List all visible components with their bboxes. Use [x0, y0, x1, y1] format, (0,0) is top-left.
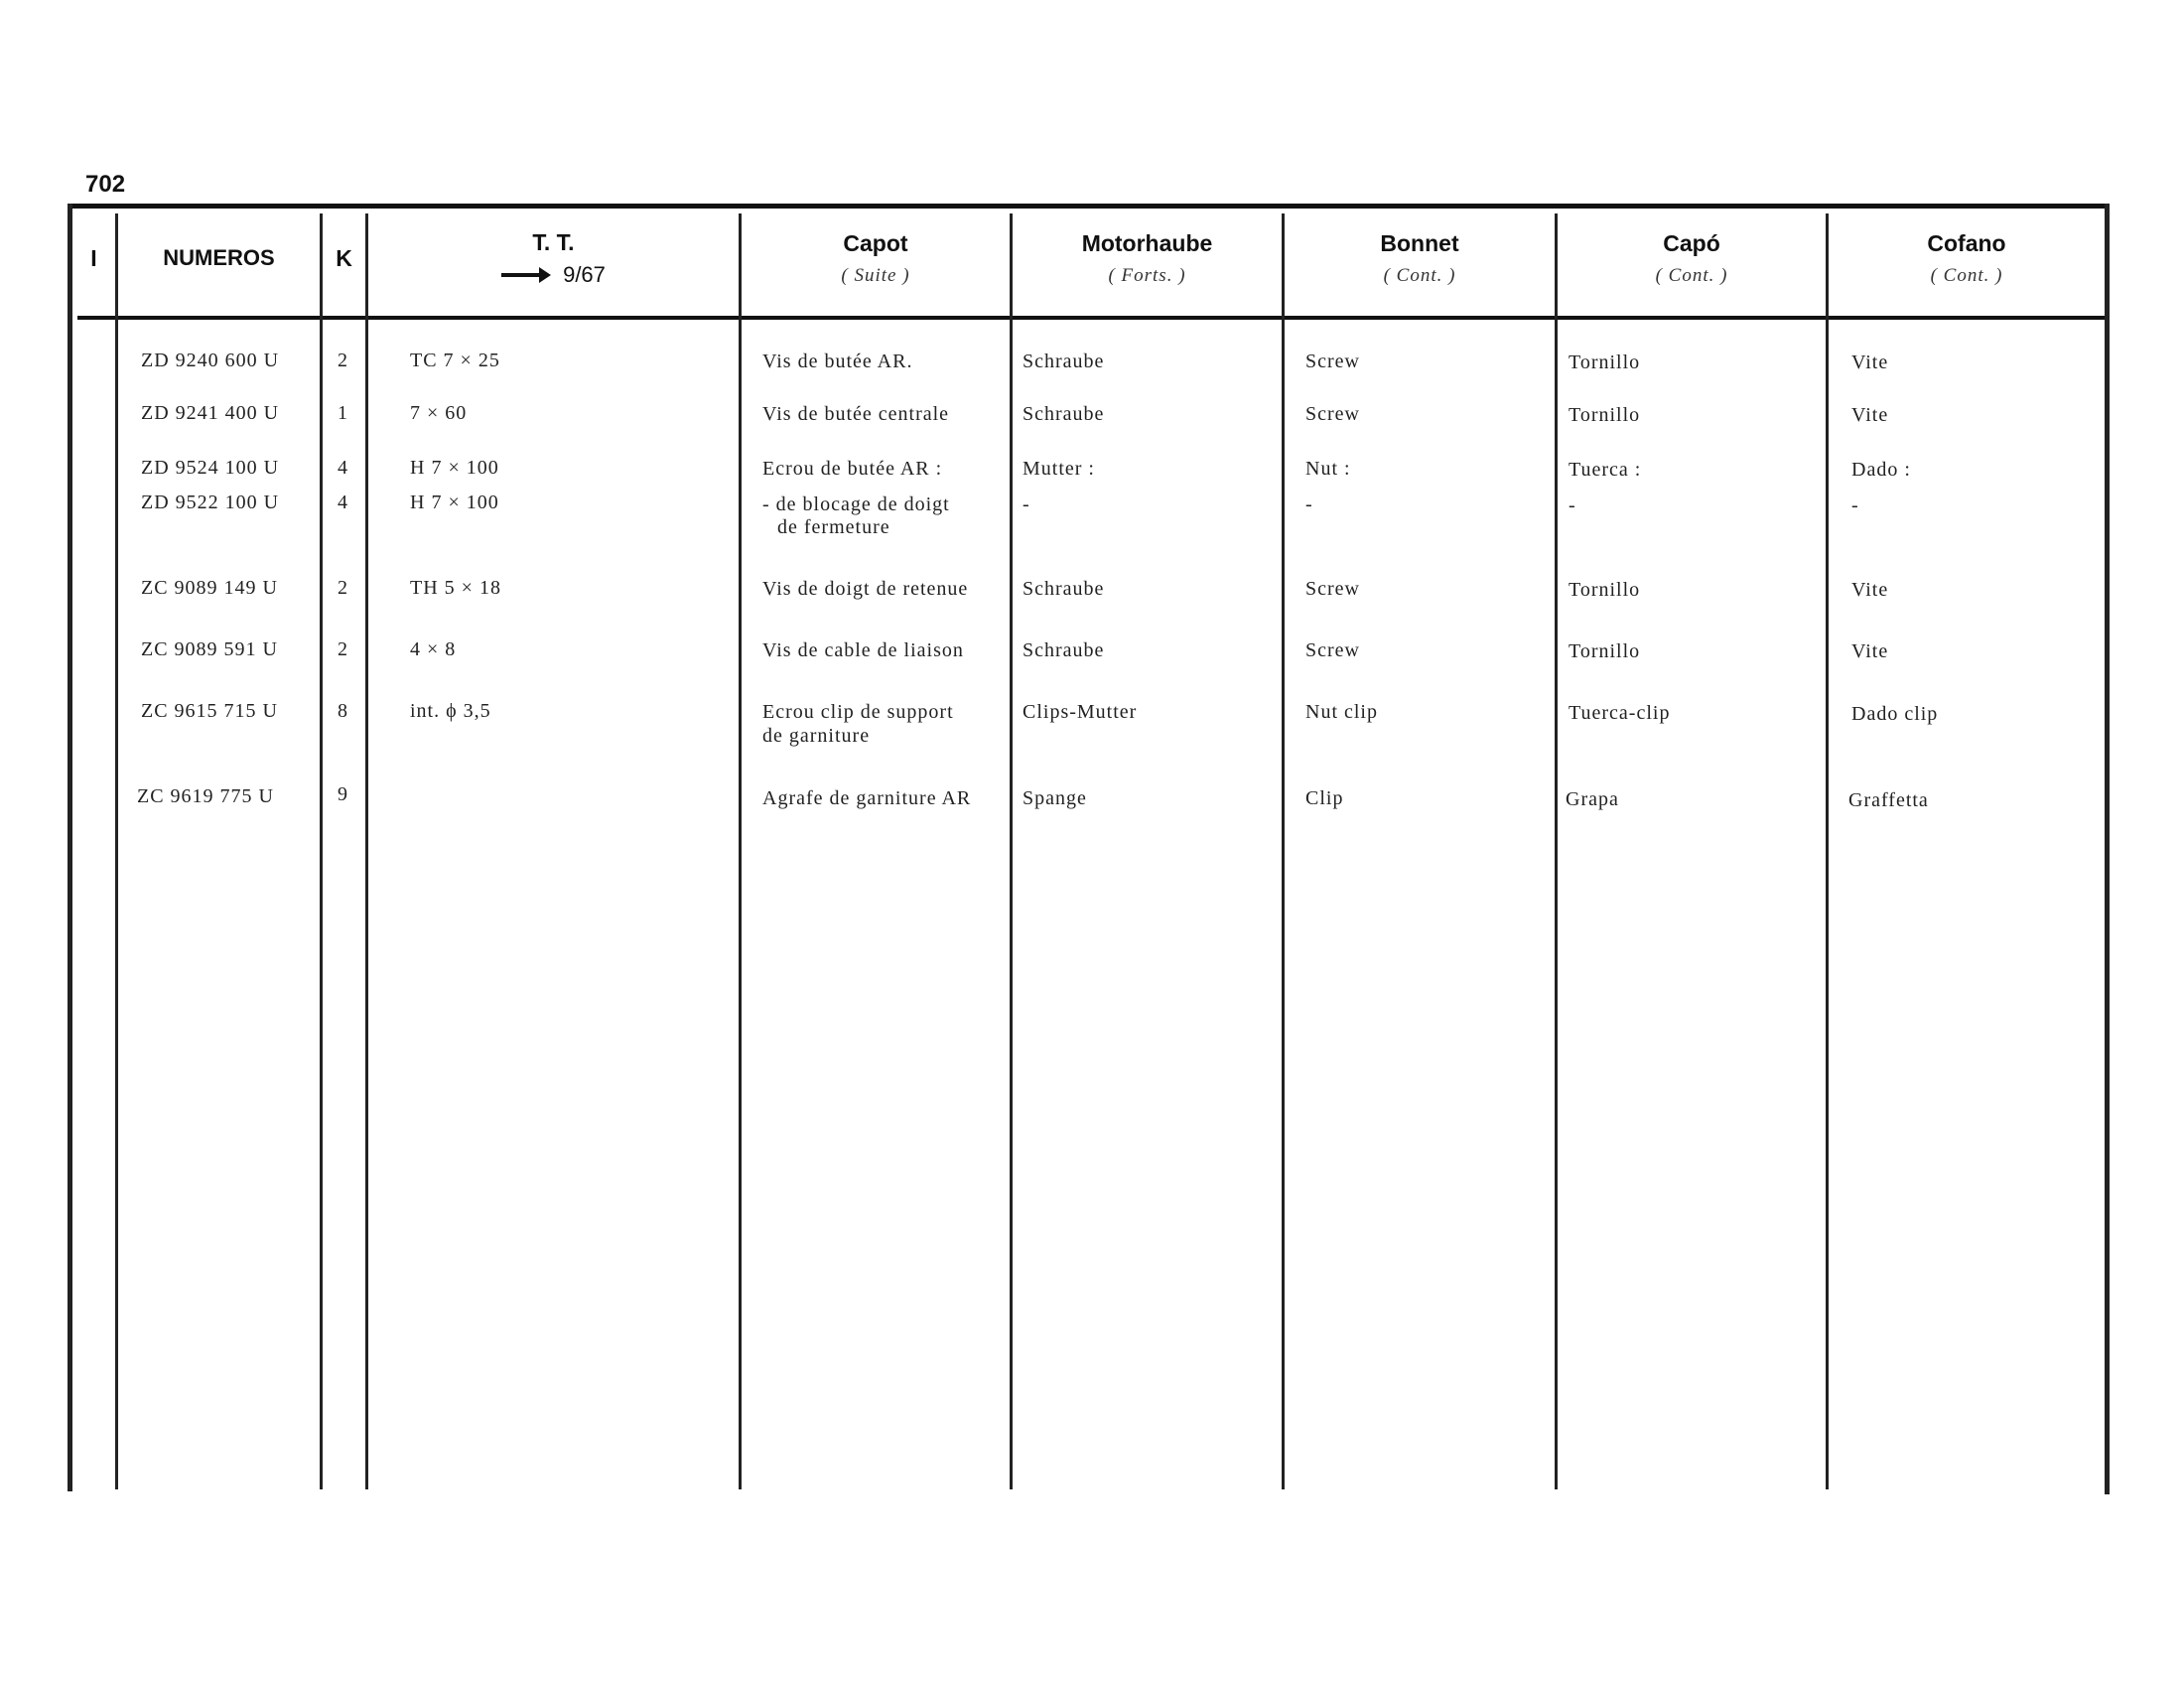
row-3-es: - [1569, 494, 1576, 516]
header-capo-sub: ( Cont. ) [1655, 264, 1728, 286]
header-tt-title: T. T. [532, 228, 575, 255]
row-3-it: - [1851, 494, 1859, 516]
row-4-numero: ZC 9089 149 U [141, 577, 278, 599]
header-motorhaube-sub: ( Forts. ) [1108, 264, 1186, 286]
row-0-k: 2 [338, 350, 348, 371]
header-k [323, 209, 365, 308]
row-4-de: Schraube [1023, 578, 1105, 600]
row-2-k: 4 [338, 457, 348, 479]
col-sep-capo [1826, 213, 1829, 1489]
row-0-es: Tornillo [1569, 352, 1641, 373]
col-sep-k [365, 213, 368, 1489]
header-capot-sub: ( Suite ) [841, 264, 910, 286]
row-1-de: Schraube [1023, 403, 1105, 425]
row-4-fr: Vis de doigt de retenue [762, 578, 969, 600]
row-6-numero: ZC 9615 715 U [141, 700, 278, 722]
table-left-border [68, 204, 72, 1491]
header-bonnet [1285, 209, 1555, 308]
row-5-es: Tornillo [1569, 640, 1641, 662]
row-6-tt: int. ϕ 3,5 [410, 700, 491, 722]
header-capot [742, 209, 1010, 308]
col-sep-numeros [320, 213, 323, 1489]
row-1-tt: 7 × 60 [410, 402, 468, 424]
row-3-numero: ZD 9522 100 U [141, 492, 280, 513]
row-5-k: 2 [338, 638, 348, 660]
row-3-tt: H 7 × 100 [410, 492, 499, 513]
row-0-numero: ZD 9240 600 U [141, 350, 280, 371]
row-3-de: - [1023, 493, 1030, 515]
row-4-en: Screw [1305, 578, 1360, 600]
header-tt-sub: 9/67 [563, 261, 606, 287]
row-3-k: 4 [338, 492, 348, 513]
header-bonnet-sub: ( Cont. ) [1383, 264, 1456, 286]
row-6-de: Clips-Mutter [1023, 701, 1138, 723]
row-3-en: - [1305, 493, 1313, 515]
row-2-de: Mutter : [1023, 458, 1095, 480]
col-sep-tt [739, 213, 742, 1489]
col-sep-capot [1010, 213, 1013, 1489]
row-6-it: Dado clip [1851, 703, 1939, 725]
row-1-es: Tornillo [1569, 404, 1641, 426]
header-motorhaube [1013, 209, 1282, 308]
row-4-es: Tornillo [1569, 579, 1641, 601]
row-7-numero: ZC 9619 775 U [137, 785, 274, 807]
row-5-en: Screw [1305, 639, 1360, 661]
row-1-fr: Vis de butée centrale [762, 403, 950, 425]
header-tt [368, 209, 739, 308]
row-6-es: Tuerca-clip [1569, 702, 1671, 724]
row-1-numero: ZD 9241 400 U [141, 402, 280, 424]
col-sep-bonnet [1555, 213, 1558, 1489]
row-0-tt: TC 7 × 25 [410, 350, 500, 371]
row-7-es: Grapa [1566, 788, 1619, 810]
header-cofano [1829, 209, 2105, 308]
header-capot-title: Capot [843, 229, 908, 256]
row-6-k: 8 [338, 700, 348, 722]
header-numeros-label: NUMEROS [163, 245, 275, 270]
header-k-label: K [336, 244, 352, 271]
col-sep-motorhaube [1282, 213, 1285, 1489]
header-capo-title: Capó [1663, 229, 1720, 256]
row-1-en: Screw [1305, 403, 1360, 425]
header-capo [1558, 209, 1826, 308]
row-6-en: Nut clip [1305, 701, 1378, 723]
row-7-fr: Agrafe de garniture AR [762, 787, 972, 809]
row-6-fr-line2: de garniture [762, 725, 871, 747]
row-0-en: Screw [1305, 351, 1360, 372]
row-7-en: Clip [1305, 787, 1344, 809]
arrow-right-icon [501, 273, 541, 277]
row-3-fr: - de blocage de doigt [762, 493, 950, 515]
row-7-it: Graffetta [1848, 789, 1929, 811]
row-2-it: Dado : [1851, 459, 1911, 481]
row-4-tt: TH 5 × 18 [410, 577, 501, 599]
row-2-es: Tuerca : [1569, 459, 1642, 481]
header-motorhaube-title: Motorhaube [1081, 229, 1213, 256]
row-2-tt: H 7 × 100 [410, 457, 499, 479]
row-3-fr-line2: de fermeture [777, 516, 890, 538]
page-number: 702 [85, 171, 126, 198]
row-2-en: Nut : [1305, 458, 1351, 480]
row-7-k: 9 [338, 783, 348, 805]
header-col-i [72, 209, 115, 308]
row-5-fr: Vis de cable de liaison [762, 639, 964, 661]
row-1-k: 1 [338, 402, 348, 424]
header-cofano-sub: ( Cont. ) [1930, 264, 2003, 286]
col-sep-i [115, 213, 118, 1489]
row-0-de: Schraube [1023, 351, 1105, 372]
row-5-de: Schraube [1023, 639, 1105, 661]
row-2-fr: Ecrou de butée AR : [762, 458, 943, 480]
row-1-it: Vite [1851, 404, 1889, 426]
header-cofano-title: Cofano [1927, 229, 2006, 256]
header-i-label: I [90, 244, 97, 271]
row-2-numero: ZD 9524 100 U [141, 457, 280, 479]
row-7-de: Spange [1023, 787, 1087, 809]
row-0-it: Vite [1851, 352, 1889, 373]
row-4-k: 2 [338, 577, 348, 599]
row-5-numero: ZC 9089 591 U [141, 638, 278, 660]
row-5-it: Vite [1851, 640, 1889, 662]
row-4-it: Vite [1851, 579, 1889, 601]
header-numeros [118, 209, 320, 308]
row-0-fr: Vis de butée AR. [762, 351, 913, 372]
row-5-tt: 4 × 8 [410, 638, 457, 660]
header-bonnet-title: Bonnet [1380, 229, 1459, 256]
header-tt-arrow-row [501, 262, 606, 288]
row-6-fr: Ecrou clip de support [762, 701, 954, 723]
table-right-border [2105, 204, 2110, 1494]
header-bottom-border [77, 316, 2109, 320]
